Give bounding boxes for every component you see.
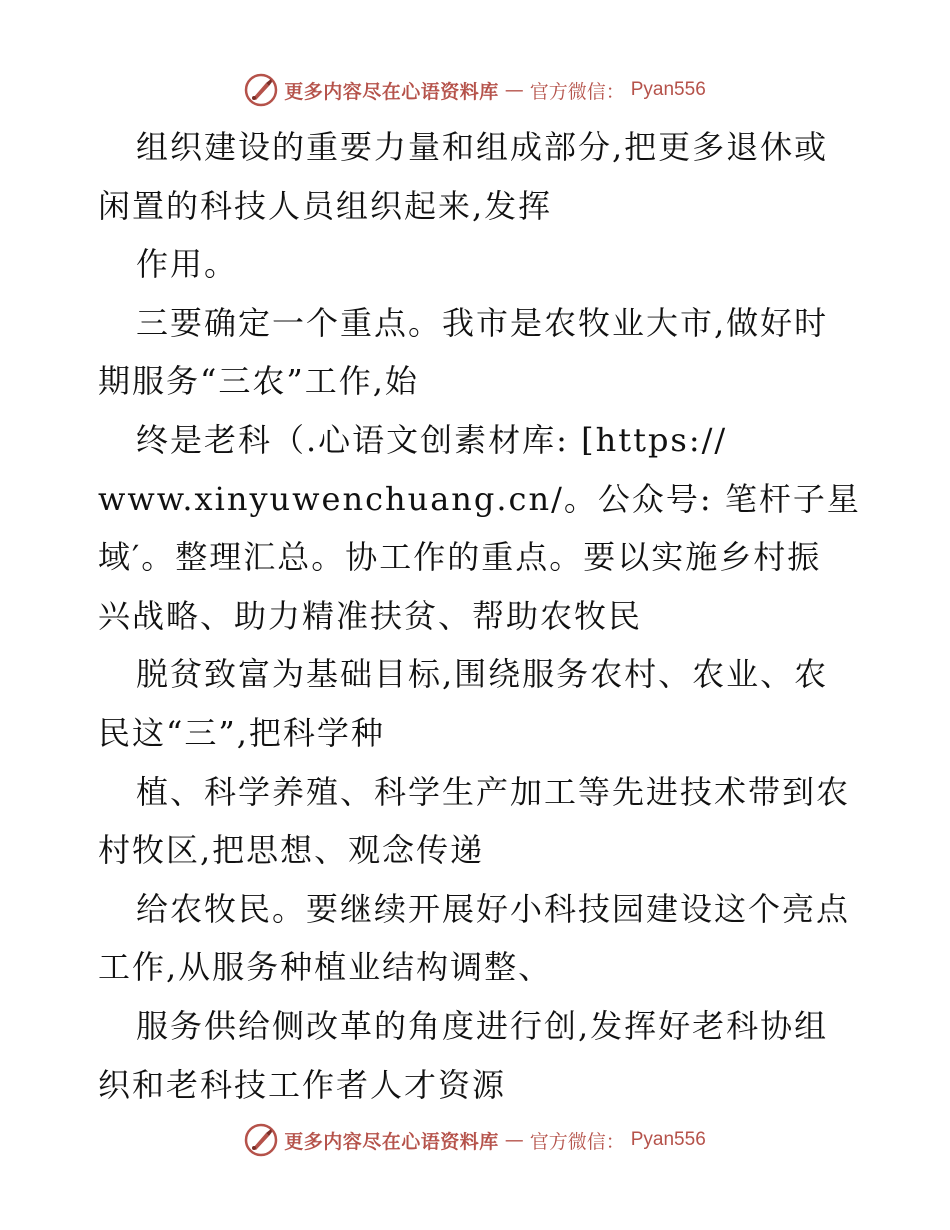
text-line: 织和老科技工作者人才资源 — [98, 1065, 507, 1104]
text-line: 闲置的科技人员组织起来,发挥 — [98, 186, 553, 225]
watermark-official-label: 官方微信： — [529, 80, 625, 103]
text-line: 工作,从服务种植业结构调整、 — [98, 948, 553, 987]
text-line: 兴战略、助力精准扶贫、帮助农牧民 — [98, 596, 643, 635]
text-line: 村牧区,把思想、观念传递 — [98, 831, 485, 870]
text-line: 民这“三”,把科学种 — [98, 713, 385, 752]
text-line: 终是老科（.心语文创素材库: [https:// — [136, 420, 728, 459]
quill-pen-logo-icon — [244, 73, 278, 107]
watermark-wechat-id: Pyan556 — [630, 79, 706, 100]
watermark-separator: — — [504, 1129, 524, 1151]
text-line: 植、科学养殖、科学生产加工等先进技术带到农 — [136, 772, 851, 811]
watermark-main-text: 更多内容尽在心语资料库 — [284, 80, 499, 103]
text-line: 组织建设的重要力量和组成部分,把更多退休或 — [136, 128, 829, 166]
watermark-main-text: 更多内容尽在心语资料库 — [284, 1130, 499, 1153]
footer-watermark — [0, 1120, 950, 1160]
watermark-official-label: 官方微信： — [529, 1130, 625, 1153]
body-text — [98, 118, 861, 1114]
watermark-wechat-id: Pyan556 — [630, 1129, 706, 1150]
text-line: www.xinyuwenchuang.cn/。公众号: 笔杆子星 — [98, 479, 861, 518]
text-line: 给农牧民。要继续开展好小科技园建设这个亮点 — [136, 889, 851, 928]
text-line: 服务供给侧改革的角度进行创,发挥好老科协组 — [136, 1006, 829, 1045]
text-line: 脱贫致富为基础目标,围绕服务农村、农业、农 — [136, 655, 829, 694]
quill-pen-logo-icon — [244, 1123, 278, 1157]
header-watermark — [0, 70, 950, 110]
text-line: 域′。整理汇总。协工作的重点。要以实施乡村振 — [98, 538, 822, 577]
text-line: 期服务“三农”工作,始 — [98, 362, 419, 401]
text-line: 三要确定一个重点。我市是农牧业大市,做好时 — [136, 303, 829, 342]
text-line: 作用。 — [136, 245, 239, 284]
watermark-separator: — — [504, 79, 524, 101]
